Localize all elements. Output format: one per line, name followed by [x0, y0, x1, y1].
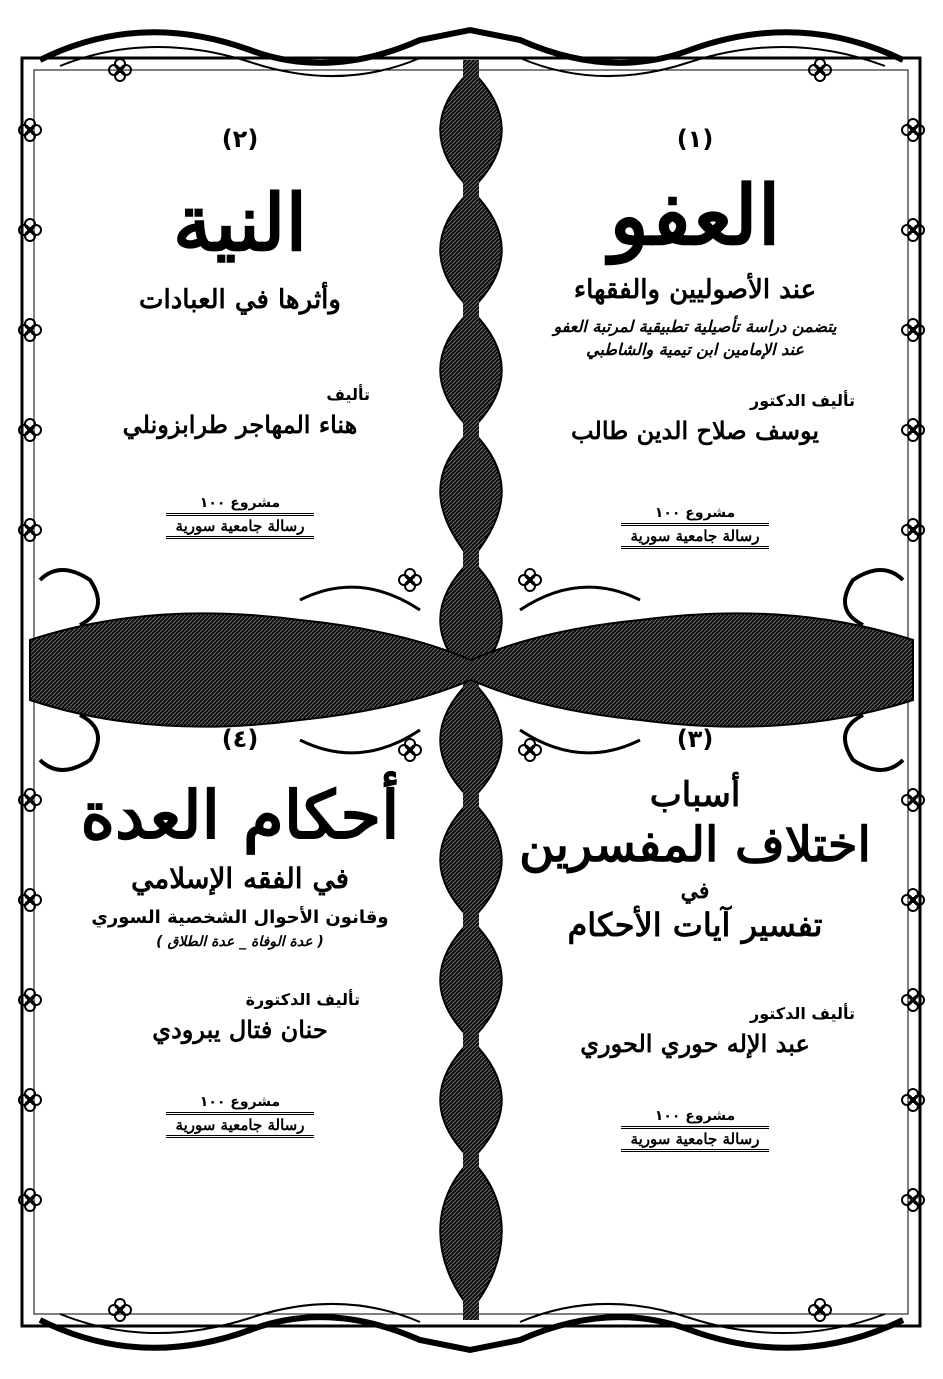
author-label: تأليف: [326, 384, 370, 404]
project-label: مشروع ١٠٠: [199, 1093, 281, 1110]
project-label: مشروع ١٠٠: [654, 505, 736, 522]
series-badge: رسالة جامعية سورية: [166, 1112, 315, 1138]
book-author: عبد الإله حوري الحوري: [580, 1028, 810, 1058]
series-badge: رسالة جامعية سورية: [621, 1126, 770, 1152]
author-label: تأليف الدكتور: [750, 1003, 855, 1023]
book-subtitle: في الفقه الإسلامي: [130, 861, 350, 895]
book-subtitle: وأثرها في العبادات: [139, 284, 341, 315]
book-author: هناء المهاجر طرابزونلي: [122, 409, 358, 439]
project-label: مشروع ١٠٠: [199, 494, 281, 511]
book-panel-4: [40, 725, 440, 1138]
book-description-2: ( عدة الوفاة _ عدة الطلاق ): [156, 933, 324, 950]
book-description-1: وقانون الأحوال الشخصية السوري: [91, 906, 389, 928]
book-panel-1: [495, 125, 895, 549]
book-number: (٤): [221, 725, 259, 753]
book-description-1: يتضمن دراسة تأصيلية تطبيقية لمرتبة العفو: [553, 317, 837, 337]
book-description-2: عند الإمامين ابن تيمية والشاطبي: [586, 340, 804, 360]
book-title-top: أسباب: [649, 775, 741, 815]
series-badge: رسالة جامعية سورية: [621, 523, 770, 549]
author-label: تأليف الدكتور: [750, 391, 855, 411]
book-connector: في: [680, 877, 710, 904]
book-subtitle: عند الأصوليين والفقهاء: [573, 275, 817, 306]
book-title: أحكام العدة: [80, 776, 400, 854]
series-badge: رسالة جامعية سورية: [166, 513, 315, 539]
book-number: (٣): [676, 725, 714, 753]
book-title: اختلاف المفسرين: [519, 817, 871, 873]
author-label: تأليف الدكتورة: [245, 989, 360, 1009]
book-subtitle: تفسير آيات الأحكام: [567, 905, 823, 944]
project-label: مشروع ١٠٠: [654, 1107, 736, 1124]
book-title: العفو: [609, 168, 781, 264]
book-panel-3: [495, 725, 895, 1152]
book-title: النية: [172, 178, 308, 269]
book-number: (١): [676, 125, 714, 153]
book-panel-2: [40, 125, 440, 539]
book-author: يوسف صلاح الدين طالب: [570, 416, 820, 446]
book-author: حنان فتال يبرودي: [152, 1014, 328, 1044]
book-number: (٢): [221, 125, 259, 153]
